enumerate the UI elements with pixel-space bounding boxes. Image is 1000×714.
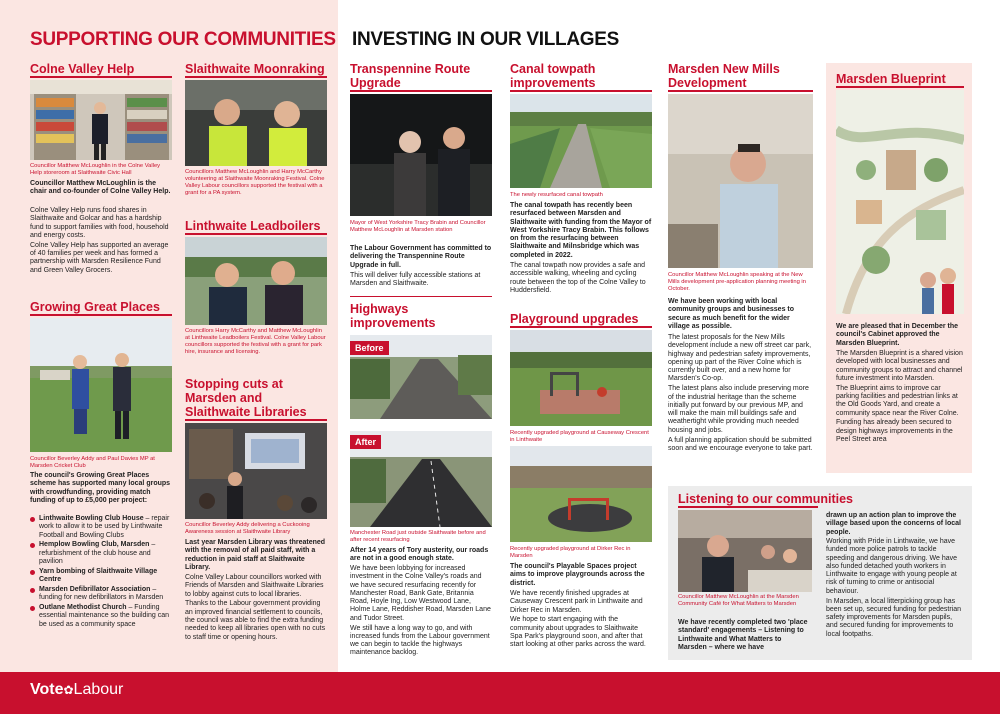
left-section-heading: SUPPORTING OUR COMMUNITIES	[30, 29, 336, 50]
title-rule	[668, 90, 813, 92]
playground-body	[510, 590, 652, 651]
title-rule	[678, 506, 818, 508]
colne-valley-help-p2: Colne Valley Help has supported an average of 40 families per week and has formed a partnership with Marsden Resilience Fund and Green Valley Grocers.	[30, 241, 169, 274]
colne-valley-help-caption: Councillor Matthew McLoughlin in the Colne Valley Help storeroom at Slaithwaite Civic Hall	[30, 163, 161, 176]
canal-towpath-photo	[510, 94, 652, 188]
listening-body	[826, 538, 964, 641]
growing-great-places-list	[30, 515, 172, 630]
community-cafe-photo	[678, 510, 812, 592]
blueprint-p1: The Marsden Blueprint is a shared vision developed with local businesses and community groups to attract and channel future investment into Marsden.	[836, 350, 963, 382]
marsden-station-photo	[350, 94, 492, 216]
highways-title: Highways improvements	[350, 302, 436, 330]
playground-caption-2: Recently upgraded playground at Dirker Rec in Marsden	[510, 546, 631, 559]
new-mills-caption: Councillor Matthew McLoughlin speaking at the New Mills development pre-application planning meeting in October.	[668, 272, 806, 292]
title-rule	[185, 233, 327, 235]
new-mills-meeting-photo	[668, 94, 813, 268]
blueprint-map-illustration	[836, 90, 964, 314]
blueprint-p2: The Blueprint aims to improve car parking facilities and pedestrian links at the Old Goods Yard, and create a community space near the River Colne.	[836, 384, 959, 417]
list-item: Hemplow Bowling Club, Marsden – refurbishment of the club house and pavilion	[30, 541, 172, 566]
canal-lead: The canal towpath has recently been resurfaced between Marsden and Slaithwaite with funding from the Mayor of West Yorkshire Tracy Brabin. This follows on from the resurfacing between Slaithwaite and Milnsbridge which was completed in 2022.	[510, 202, 652, 259]
colne-valley-help-body	[30, 207, 172, 276]
blueprint-title: Marsden Blueprint	[836, 72, 946, 86]
highways-body	[350, 565, 492, 659]
linthwaite-leadboilers-title: Linthwaite Leadboilers	[185, 219, 321, 233]
colne-valley-help-lead: Councillor Matthew McLoughlin is the chair and co-founder of Colne Valley Help.	[30, 180, 171, 196]
list-item: Outlane Methodist Church – Funding essential maintenance so the building can be used as a community space	[30, 604, 172, 629]
divider	[350, 296, 492, 297]
growing-great-places-lead: The council's Growing Great Places scheme has supported many local groups with crowdfunding, providing match funding of up to £5,000 per project:	[30, 472, 171, 504]
stopping-cuts-title: Stopping cuts at Marsden and Slaithwaite Libraries	[185, 377, 307, 419]
moonraking-photo	[185, 80, 327, 166]
highways-p1: We have been lobbying for increased investment in the Colne Valley's roads and we have secured resurfacing recently for Manchester Road, Bank Gate, Britannia Road, Hoyle Ing, Low Westwood Lane, Holme Lane, Reddisher Road, Marsden Lane and Tudor Street.	[350, 565, 491, 622]
storeroom-photo	[30, 80, 172, 160]
new-mills-p3: A full planning application should be submitted soon and we encourage everyone to take part.	[668, 436, 813, 452]
list-item: Marsden Defibrillator Association – funding for new defibrillators in Marsden	[30, 586, 172, 603]
canal-caption: The newly resurfaced canal towpath	[510, 192, 603, 198]
listening-p1: Working with Pride in Linthwaite, we have funded more police patrols to tackle speeding and dangerous driving. We have also funded detached youth workers in Linthwaite to engage with young people at risk of turning to crime or antisocial behaviour.	[826, 538, 958, 595]
list-item: Yarn bombing of Slaithwaite Village Centre	[30, 568, 172, 585]
listening-caption: Councillor Matthew McLoughlin at the Marsden Community Café for What Matters to Marsden	[678, 594, 799, 607]
right-section-heading: INVESTING IN OUR VILLAGES	[352, 29, 619, 50]
slaithwaite-moonraking-title: Slaithwaite Moonraking	[185, 62, 325, 76]
growing-great-places-caption: Councillor Beverley Addy and Paul Davies MP at Marsden Cricket Club	[30, 456, 155, 469]
blueprint-body	[836, 350, 964, 446]
highways-caption: Manchester Road just outside Slaithwaite before and after recent resurfacing	[350, 530, 486, 543]
vote-labour-logo: Vote✿Labour	[30, 681, 124, 698]
new-mills-lead: We have been working with local community groups and businesses to secure as much benefit for the wider village as possible.	[668, 298, 795, 330]
highways-p2: We still have a long way to go, and with increased funds from the Labour government we can begin to tackle the highways maintenance backlog.	[350, 624, 490, 657]
new-mills-body	[668, 334, 813, 455]
colne-valley-help-title: Colne Valley Help	[30, 62, 135, 76]
growing-great-places-title: Growing Great Places	[30, 300, 160, 314]
transpennine-caption: Mayor of West Yorkshire Tracy Brabin and Councillor Matthew McLoughlin at Marsden station	[350, 220, 486, 233]
library-photo	[185, 423, 327, 519]
listening-title: Listening to our communities	[678, 492, 854, 506]
highways-lead: After 14 years of Tory austerity, our roads are not in a good enough state.	[350, 547, 489, 563]
title-rule	[510, 326, 652, 328]
new-mills-p2: The latest plans also include preserving more of the industrial heritage than the scheme initially put forward by our previous MP, and will make the main mill buildings safe and weathertight while providing much needed housing and jobs.	[668, 385, 809, 434]
cricket-club-photo	[30, 318, 172, 452]
after-label: After	[350, 435, 381, 449]
new-mills-p1: The latest proposals for the New Mills development include a new off street car park, highway and pedestrian safety improvements, opening up part of the River Colne which is currently built over, and a new home for Marsden's Co-op.	[668, 334, 812, 383]
leadboilers-photo	[185, 237, 327, 325]
listening-p2: In Marsden, a local litterpicking group has been set up, secured funding for pedestrian safety improvements for Marsden pupils, and secured funding for improvements to local footpaths.	[826, 597, 962, 638]
title-rule	[30, 76, 172, 78]
stopping-cuts-p1: Colne Valley Labour councillors worked with Friends of Marsden and Slaithwaite Libraries to lobby against cuts to local libraries.	[185, 574, 324, 598]
canal-body	[510, 262, 652, 297]
before-label: Before	[350, 341, 389, 355]
slaithwaite-moonraking-caption: Councillors Matthew McLoughlin and Harry McCarthy volunteering at Slaithwaite Moonraking Festival. Colne Valley Labour councillors supported the festival with a grant for a PA system.	[185, 169, 325, 196]
playground-title: Playground upgrades	[510, 312, 639, 326]
listening-lead: We have recently completed two 'place standard' engagements – Listening to Linthwaite and What Matters to Marsden – where we have	[678, 619, 808, 651]
blueprint-lead: We are pleased that in December the council's Cabinet approved the Marsden Blueprint.	[836, 323, 959, 347]
list-item: Linthwaite Bowling Club House – repair work to allow it to be used by Linthwaite Football and Bowling Clubs	[30, 515, 172, 540]
canal-title: Canal towpath improvements	[510, 62, 596, 90]
transpennine-body	[350, 272, 492, 290]
blueprint-p3: Funding has already been secured to design highways improvements in the Peel Street area	[836, 419, 953, 443]
dirker-rec-playground-photo	[510, 446, 652, 542]
title-rule	[350, 90, 492, 92]
playground-p2: We hope to start engaging with the community about upgrades to Slaithwaite Spa Park's playground soon, and after that start looking at other parks across the ward.	[510, 616, 646, 649]
new-mills-title: Marsden New Mills Development	[668, 62, 780, 90]
linthwaite-leadboilers-caption: Councillors Harry McCarthy and Matthew McLoughlin at Linthwaite Leadboilers Festival. Colne Valley Labour councillors supported the festival with a grant for park hire, insurance and licensing.	[185, 328, 326, 355]
footer-bar	[0, 672, 1000, 714]
stopping-cuts-caption: Councillor Beverley Addy delivering a Cuckooing Awareness session at Slaithwaite Library	[185, 522, 310, 535]
title-rule	[30, 314, 172, 316]
playground-caption-1: Recently upgraded playground at Causeway Crescent in Linthwaite	[510, 430, 649, 443]
listening-lead-continued: drawn up an action plan to improve the village based upon the concerns of local people.	[826, 512, 961, 536]
canal-p1: The canal towpath now provides a safe and accessible walking, wheeling and cycling route between the top of the Colne Valley to Huddersfield.	[510, 262, 646, 294]
colne-valley-help-p1: Colne Valley Help runs food shares in Slaithwaite and Golcar and has a hardship fund to support families with food, household and energy costs.	[30, 207, 169, 239]
transpennine-p1: This will deliver fully accessible stations at Marsden and Slaithwaite.	[350, 272, 481, 288]
title-rule	[185, 419, 327, 421]
title-rule	[836, 86, 964, 88]
playground-p1: We have recently finished upgrades at Causeway Crescent park in Linthwaite and Dirker Rec in Marsden.	[510, 590, 643, 614]
causeway-playground-photo	[510, 330, 652, 426]
title-rule	[510, 90, 652, 92]
title-rule	[185, 76, 327, 78]
stopping-cuts-body	[185, 574, 327, 643]
transpennine-lead: The Labour Government has committed to delivering the Transpennine Route Upgrade in full.	[350, 245, 492, 269]
playground-lead: The council's Playable Spaces project aims to improve playgrounds across the district.	[510, 563, 645, 587]
stopping-cuts-lead: Last year Marsden Library was threatened with the removal of all paid staff, with a reduction in paid staff at Slaithwaite Library.	[185, 539, 326, 571]
transpennine-title: Transpennine Route Upgrade	[350, 62, 471, 90]
stopping-cuts-p2: Thanks to the Labour government providing an improved financial settlement to councils, the council was able to find the extra funding needed to keep all libraries open with no cuts to staff time or opening hours.	[185, 600, 326, 641]
